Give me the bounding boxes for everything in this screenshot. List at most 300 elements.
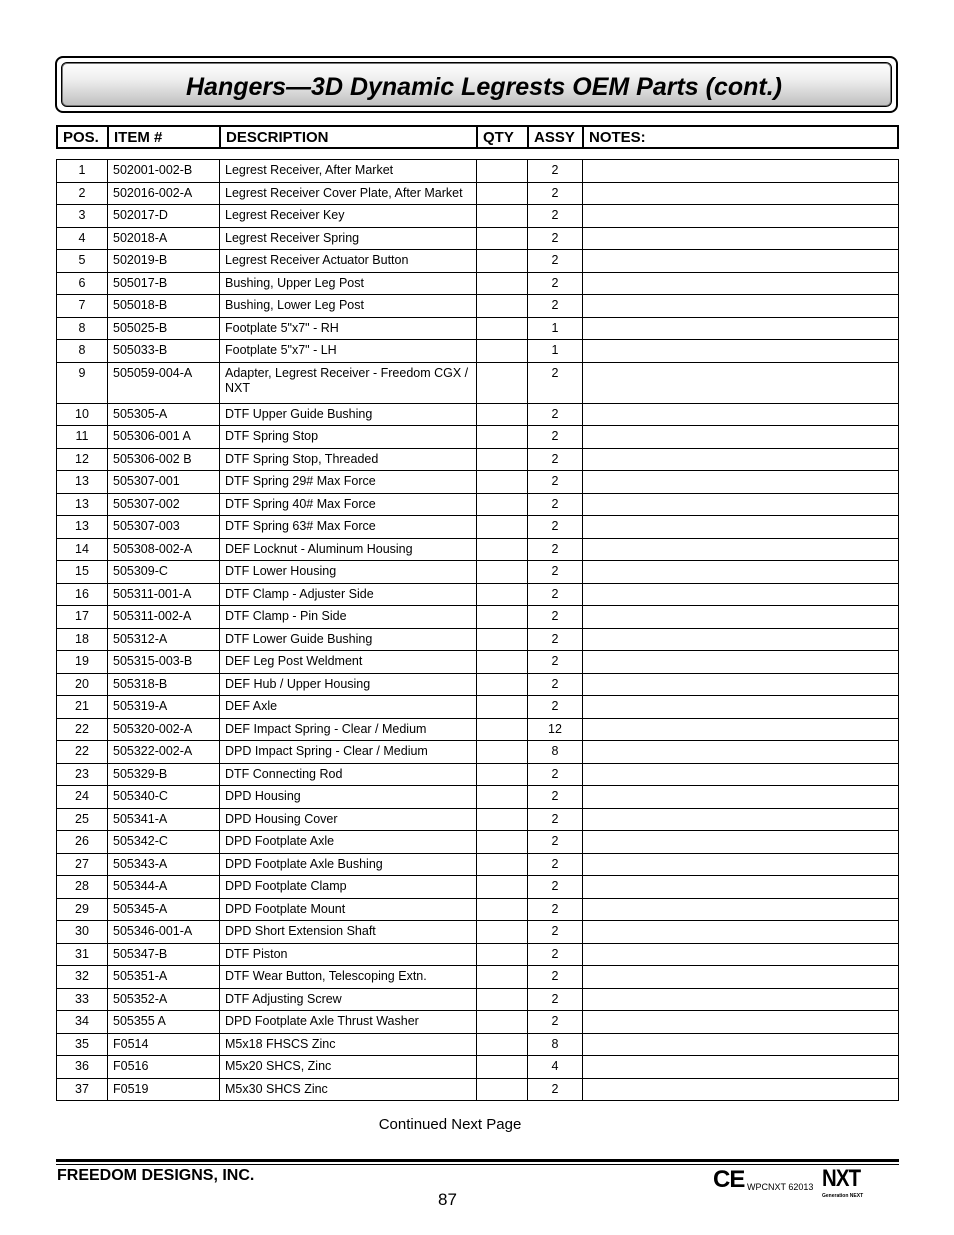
cell-item: 505312-A bbox=[108, 628, 220, 651]
table-row bbox=[57, 1056, 899, 1079]
cell-item: 505343-A bbox=[108, 853, 220, 876]
table-row bbox=[57, 673, 899, 696]
cell-item: F0516 bbox=[108, 1056, 220, 1079]
cell-notes bbox=[583, 966, 899, 989]
cell-assy: 2 bbox=[528, 471, 583, 494]
cell-pos: 37 bbox=[57, 1078, 108, 1101]
cell-qty bbox=[477, 538, 528, 561]
cell-assy: 2 bbox=[528, 561, 583, 584]
table-row bbox=[57, 272, 899, 295]
cell-notes bbox=[583, 673, 899, 696]
cell-notes bbox=[583, 808, 899, 831]
cell-pos: 19 bbox=[57, 651, 108, 674]
header-assy: ASSY bbox=[528, 126, 583, 148]
cell-pos: 8 bbox=[57, 340, 108, 363]
cell-description: DTF Clamp - Pin Side bbox=[220, 606, 477, 629]
cell-pos: 15 bbox=[57, 561, 108, 584]
cell-assy: 2 bbox=[528, 403, 583, 426]
cell-qty bbox=[477, 808, 528, 831]
cell-item: 505315-003-B bbox=[108, 651, 220, 674]
cell-qty bbox=[477, 763, 528, 786]
parts-table-header bbox=[56, 125, 899, 149]
header-pos: POS. bbox=[57, 126, 108, 148]
cell-assy: 4 bbox=[528, 1056, 583, 1079]
cell-description: DTF Spring 40# Max Force bbox=[220, 493, 477, 516]
cell-notes bbox=[583, 493, 899, 516]
table-row bbox=[57, 493, 899, 516]
cell-description: DPD Footplate Axle Thrust Washer bbox=[220, 1011, 477, 1034]
cell-assy: 2 bbox=[528, 966, 583, 989]
cell-pos: 8 bbox=[57, 317, 108, 340]
cell-pos: 22 bbox=[57, 718, 108, 741]
cell-item: 502001-002-B bbox=[108, 160, 220, 183]
cell-description: Bushing, Lower Leg Post bbox=[220, 295, 477, 318]
cell-notes bbox=[583, 250, 899, 273]
cell-qty bbox=[477, 493, 528, 516]
cell-pos: 26 bbox=[57, 831, 108, 854]
cell-description: Footplate 5"x7" - LH bbox=[220, 340, 477, 363]
cell-pos: 27 bbox=[57, 853, 108, 876]
cell-item: 505344-A bbox=[108, 876, 220, 899]
table-row bbox=[57, 1033, 899, 1056]
cell-notes bbox=[583, 628, 899, 651]
cell-description: M5x20 SHCS, Zinc bbox=[220, 1056, 477, 1079]
cell-pos: 21 bbox=[57, 696, 108, 719]
cell-item: 505018-B bbox=[108, 295, 220, 318]
page-number: 87 bbox=[438, 1190, 457, 1209]
cell-notes bbox=[583, 741, 899, 764]
cell-assy: 2 bbox=[528, 808, 583, 831]
cell-qty bbox=[477, 988, 528, 1011]
company-name: FREEDOM DESIGNS, INC. bbox=[57, 1167, 255, 1184]
cell-qty bbox=[477, 471, 528, 494]
cell-item: 505355 A bbox=[108, 1011, 220, 1034]
cell-pos: 16 bbox=[57, 583, 108, 606]
cell-description: DTF Lower Housing bbox=[220, 561, 477, 584]
cell-description: Legrest Receiver Key bbox=[220, 205, 477, 228]
cell-description: DTF Upper Guide Bushing bbox=[220, 403, 477, 426]
header-notes: NOTES: bbox=[583, 126, 898, 148]
table-row bbox=[57, 295, 899, 318]
cell-assy: 2 bbox=[528, 786, 583, 809]
cell-description: DPD Housing bbox=[220, 786, 477, 809]
cell-notes bbox=[583, 538, 899, 561]
table-row bbox=[57, 516, 899, 539]
cell-assy: 2 bbox=[528, 538, 583, 561]
cell-pos: 4 bbox=[57, 227, 108, 250]
cell-pos: 22 bbox=[57, 741, 108, 764]
ce-mark-logo: CE bbox=[713, 1166, 745, 1193]
cell-qty bbox=[477, 628, 528, 651]
cell-notes bbox=[583, 583, 899, 606]
cell-assy: 2 bbox=[528, 763, 583, 786]
cell-qty bbox=[477, 898, 528, 921]
cell-item: 502018-A bbox=[108, 227, 220, 250]
cell-pos: 14 bbox=[57, 538, 108, 561]
cell-description: Adapter, Legrest Receiver - Freedom CGX / NXT bbox=[220, 362, 477, 403]
cell-qty bbox=[477, 340, 528, 363]
cell-pos: 35 bbox=[57, 1033, 108, 1056]
cell-item: 505319-A bbox=[108, 696, 220, 719]
cell-item: 505307-001 bbox=[108, 471, 220, 494]
cell-qty bbox=[477, 1011, 528, 1034]
cell-description: Legrest Receiver Cover Plate, After Market bbox=[220, 182, 477, 205]
table-row bbox=[57, 853, 899, 876]
cell-assy: 2 bbox=[528, 921, 583, 944]
cell-assy: 12 bbox=[528, 718, 583, 741]
cell-description: Bushing, Upper Leg Post bbox=[220, 272, 477, 295]
cell-item: 505307-002 bbox=[108, 493, 220, 516]
cell-notes bbox=[583, 1078, 899, 1101]
cell-pos: 33 bbox=[57, 988, 108, 1011]
table-row bbox=[57, 205, 899, 228]
cell-item: 505342-C bbox=[108, 831, 220, 854]
cell-pos: 34 bbox=[57, 1011, 108, 1034]
cell-notes bbox=[583, 362, 899, 403]
cell-assy: 2 bbox=[528, 516, 583, 539]
table-row bbox=[57, 651, 899, 674]
table-row bbox=[57, 786, 899, 809]
cell-description: DEF Impact Spring - Clear / Medium bbox=[220, 718, 477, 741]
table-row bbox=[57, 763, 899, 786]
cell-assy: 2 bbox=[528, 160, 583, 183]
cell-qty bbox=[477, 182, 528, 205]
cell-notes bbox=[583, 205, 899, 228]
cell-description: DPD Short Extension Shaft bbox=[220, 921, 477, 944]
cell-item: 505307-003 bbox=[108, 516, 220, 539]
cell-assy: 8 bbox=[528, 1033, 583, 1056]
cell-description: Legrest Receiver, After Market bbox=[220, 160, 477, 183]
cell-pos: 31 bbox=[57, 943, 108, 966]
table-row bbox=[57, 1011, 899, 1034]
table-row bbox=[57, 448, 899, 471]
table-row bbox=[57, 362, 899, 403]
table-row bbox=[57, 317, 899, 340]
cell-notes bbox=[583, 876, 899, 899]
table-row bbox=[57, 403, 899, 426]
cell-assy: 2 bbox=[528, 1078, 583, 1101]
cell-assy: 2 bbox=[528, 831, 583, 854]
header-row bbox=[57, 126, 898, 148]
cell-description: DTF Spring Stop, Threaded bbox=[220, 448, 477, 471]
cell-qty bbox=[477, 741, 528, 764]
cell-notes bbox=[583, 831, 899, 854]
cell-notes bbox=[583, 606, 899, 629]
cell-qty bbox=[477, 786, 528, 809]
cell-description: DPD Housing Cover bbox=[220, 808, 477, 831]
cell-description: Legrest Receiver Spring bbox=[220, 227, 477, 250]
cell-description: DPD Footplate Clamp bbox=[220, 876, 477, 899]
cell-notes bbox=[583, 898, 899, 921]
cell-assy: 2 bbox=[528, 227, 583, 250]
cell-item: 505340-C bbox=[108, 786, 220, 809]
cell-qty bbox=[477, 1056, 528, 1079]
cell-pos: 3 bbox=[57, 205, 108, 228]
cell-pos: 11 bbox=[57, 426, 108, 449]
cell-item: 505059-004-A bbox=[108, 362, 220, 403]
cell-assy: 2 bbox=[528, 493, 583, 516]
cell-item: F0519 bbox=[108, 1078, 220, 1101]
cell-notes bbox=[583, 651, 899, 674]
cell-item: 505351-A bbox=[108, 966, 220, 989]
cell-notes bbox=[583, 182, 899, 205]
cell-assy: 2 bbox=[528, 628, 583, 651]
cell-pos: 30 bbox=[57, 921, 108, 944]
cell-notes bbox=[583, 426, 899, 449]
cell-item: 502019-B bbox=[108, 250, 220, 273]
cell-notes bbox=[583, 1033, 899, 1056]
cell-qty bbox=[477, 1033, 528, 1056]
cell-description: DEF Locknut - Aluminum Housing bbox=[220, 538, 477, 561]
cell-qty bbox=[477, 853, 528, 876]
cell-item: 505306-001 A bbox=[108, 426, 220, 449]
cell-description: DTF Wear Button, Telescoping Extn. bbox=[220, 966, 477, 989]
cell-description: DTF Spring 29# Max Force bbox=[220, 471, 477, 494]
cell-item: 505345-A bbox=[108, 898, 220, 921]
table-row bbox=[57, 538, 899, 561]
cell-notes bbox=[583, 1056, 899, 1079]
cell-assy: 2 bbox=[528, 272, 583, 295]
cell-pos: 29 bbox=[57, 898, 108, 921]
table-row bbox=[57, 250, 899, 273]
cell-description: DTF Spring Stop bbox=[220, 426, 477, 449]
cell-qty bbox=[477, 448, 528, 471]
cell-notes bbox=[583, 448, 899, 471]
cell-description: DTF Piston bbox=[220, 943, 477, 966]
title-banner-inner bbox=[61, 62, 892, 107]
cell-pos: 20 bbox=[57, 673, 108, 696]
table-row bbox=[57, 227, 899, 250]
table-row bbox=[57, 340, 899, 363]
table-row bbox=[57, 696, 899, 719]
cell-description: M5x30 SHCS Zinc bbox=[220, 1078, 477, 1101]
cell-description: DTF Clamp - Adjuster Side bbox=[220, 583, 477, 606]
cell-description: DTF Spring 63# Max Force bbox=[220, 516, 477, 539]
cell-assy: 2 bbox=[528, 696, 583, 719]
cell-pos: 10 bbox=[57, 403, 108, 426]
cell-qty bbox=[477, 205, 528, 228]
cell-qty bbox=[477, 561, 528, 584]
table-row bbox=[57, 561, 899, 584]
cell-notes bbox=[583, 227, 899, 250]
cell-item: 505305-A bbox=[108, 403, 220, 426]
cell-assy: 2 bbox=[528, 250, 583, 273]
cell-assy: 8 bbox=[528, 741, 583, 764]
cell-qty bbox=[477, 403, 528, 426]
table-row bbox=[57, 943, 899, 966]
cell-item: 505322-002-A bbox=[108, 741, 220, 764]
cell-pos: 13 bbox=[57, 471, 108, 494]
table-row bbox=[57, 182, 899, 205]
cell-description: DPD Footplate Axle bbox=[220, 831, 477, 854]
cell-assy: 2 bbox=[528, 448, 583, 471]
cell-pos: 5 bbox=[57, 250, 108, 273]
header-item: ITEM # bbox=[108, 126, 220, 148]
cell-notes bbox=[583, 718, 899, 741]
table-row bbox=[57, 921, 899, 944]
cell-qty bbox=[477, 160, 528, 183]
cell-assy: 2 bbox=[528, 205, 583, 228]
cell-pos: 18 bbox=[57, 628, 108, 651]
cell-description: DEF Leg Post Weldment bbox=[220, 651, 477, 674]
cell-assy: 1 bbox=[528, 340, 583, 363]
cell-item: 502017-D bbox=[108, 205, 220, 228]
cell-qty bbox=[477, 227, 528, 250]
cell-assy: 2 bbox=[528, 898, 583, 921]
cell-qty bbox=[477, 831, 528, 854]
cell-qty bbox=[477, 966, 528, 989]
parts-table-body bbox=[57, 160, 899, 1101]
cell-assy: 2 bbox=[528, 853, 583, 876]
cell-notes bbox=[583, 295, 899, 318]
cell-assy: 2 bbox=[528, 583, 583, 606]
table-row bbox=[57, 471, 899, 494]
cell-assy: 2 bbox=[528, 673, 583, 696]
cell-qty bbox=[477, 673, 528, 696]
cell-description: DEF Hub / Upper Housing bbox=[220, 673, 477, 696]
table-row bbox=[57, 831, 899, 854]
cell-item: 505320-002-A bbox=[108, 718, 220, 741]
cell-assy: 2 bbox=[528, 876, 583, 899]
table-row bbox=[57, 1078, 899, 1101]
cell-pos: 24 bbox=[57, 786, 108, 809]
header-description: DESCRIPTION bbox=[220, 126, 477, 148]
cell-pos: 7 bbox=[57, 295, 108, 318]
cell-item: 502016-002-A bbox=[108, 182, 220, 205]
cell-qty bbox=[477, 317, 528, 340]
table-row bbox=[57, 898, 899, 921]
table-row bbox=[57, 876, 899, 899]
cell-notes bbox=[583, 160, 899, 183]
cell-qty bbox=[477, 1078, 528, 1101]
cell-notes bbox=[583, 1011, 899, 1034]
cell-pos: 28 bbox=[57, 876, 108, 899]
cell-item: 505318-B bbox=[108, 673, 220, 696]
cell-description: DPD Footplate Axle Bushing bbox=[220, 853, 477, 876]
cell-pos: 9 bbox=[57, 362, 108, 403]
cell-pos: 17 bbox=[57, 606, 108, 629]
cell-qty bbox=[477, 718, 528, 741]
cell-description: DPD Impact Spring - Clear / Medium bbox=[220, 741, 477, 764]
cell-qty bbox=[477, 921, 528, 944]
table-row bbox=[57, 808, 899, 831]
parts-table bbox=[56, 159, 899, 1101]
cell-notes bbox=[583, 943, 899, 966]
cell-pos: 13 bbox=[57, 493, 108, 516]
cell-notes bbox=[583, 921, 899, 944]
cell-pos: 6 bbox=[57, 272, 108, 295]
cell-notes bbox=[583, 516, 899, 539]
cell-item: 505309-C bbox=[108, 561, 220, 584]
cell-item: 505352-A bbox=[108, 988, 220, 1011]
cell-description: M5x18 FHSCS Zinc bbox=[220, 1033, 477, 1056]
cell-qty bbox=[477, 362, 528, 403]
header-qty: QTY bbox=[477, 126, 528, 148]
footer-rule-thin bbox=[56, 1164, 899, 1165]
table-row bbox=[57, 628, 899, 651]
cell-assy: 2 bbox=[528, 1011, 583, 1034]
cell-pos: 13 bbox=[57, 516, 108, 539]
cell-description: DTF Connecting Rod bbox=[220, 763, 477, 786]
nxt-logo-subtext: Generation NEXT bbox=[822, 1193, 864, 1199]
cell-pos: 1 bbox=[57, 160, 108, 183]
nxt-logo: NXT bbox=[822, 1165, 861, 1192]
table-row bbox=[57, 741, 899, 764]
footer-rule-thick bbox=[56, 1159, 899, 1162]
cell-assy: 2 bbox=[528, 943, 583, 966]
cell-description: DTF Lower Guide Bushing bbox=[220, 628, 477, 651]
cell-notes bbox=[583, 471, 899, 494]
cell-pos: 25 bbox=[57, 808, 108, 831]
cell-assy: 2 bbox=[528, 988, 583, 1011]
cell-qty bbox=[477, 943, 528, 966]
cell-assy: 1 bbox=[528, 317, 583, 340]
cell-notes bbox=[583, 696, 899, 719]
table-row bbox=[57, 426, 899, 449]
cell-description: DTF Adjusting Screw bbox=[220, 988, 477, 1011]
cell-assy: 2 bbox=[528, 295, 583, 318]
cell-qty bbox=[477, 295, 528, 318]
cell-assy: 2 bbox=[528, 426, 583, 449]
cell-notes bbox=[583, 340, 899, 363]
cell-notes bbox=[583, 317, 899, 340]
title-banner bbox=[55, 56, 898, 113]
cell-description: DEF Axle bbox=[220, 696, 477, 719]
cell-item: 505025-B bbox=[108, 317, 220, 340]
cell-qty bbox=[477, 876, 528, 899]
cell-assy: 2 bbox=[528, 606, 583, 629]
cell-description: Footplate 5"x7" - RH bbox=[220, 317, 477, 340]
table-row bbox=[57, 160, 899, 183]
cell-qty bbox=[477, 516, 528, 539]
cell-item: 505311-001-A bbox=[108, 583, 220, 606]
cell-pos: 32 bbox=[57, 966, 108, 989]
table-row bbox=[57, 988, 899, 1011]
cell-notes bbox=[583, 988, 899, 1011]
cell-item: F0514 bbox=[108, 1033, 220, 1056]
cell-notes bbox=[583, 561, 899, 584]
cell-pos: 23 bbox=[57, 763, 108, 786]
cell-notes bbox=[583, 786, 899, 809]
cell-assy: 2 bbox=[528, 182, 583, 205]
cell-item: 505033-B bbox=[108, 340, 220, 363]
cell-assy: 2 bbox=[528, 651, 583, 674]
cell-item: 505346-001-A bbox=[108, 921, 220, 944]
cell-item: 505311-002-A bbox=[108, 606, 220, 629]
cell-item: 505017-B bbox=[108, 272, 220, 295]
cell-notes bbox=[583, 853, 899, 876]
document-id: WPCNXT 62013 bbox=[747, 1182, 814, 1192]
cell-qty bbox=[477, 250, 528, 273]
cell-item: 505308-002-A bbox=[108, 538, 220, 561]
cell-qty bbox=[477, 696, 528, 719]
cell-qty bbox=[477, 272, 528, 295]
cell-qty bbox=[477, 583, 528, 606]
cell-description: Legrest Receiver Actuator Button bbox=[220, 250, 477, 273]
table-row bbox=[57, 583, 899, 606]
table-row bbox=[57, 966, 899, 989]
cell-notes bbox=[583, 272, 899, 295]
cell-item: 505341-A bbox=[108, 808, 220, 831]
page-title: Hangers—3D Dynamic Legrests OEM Parts (cont.) bbox=[186, 73, 782, 101]
cell-notes bbox=[583, 763, 899, 786]
table-row bbox=[57, 606, 899, 629]
cell-qty bbox=[477, 651, 528, 674]
cell-pos: 12 bbox=[57, 448, 108, 471]
cell-qty bbox=[477, 606, 528, 629]
continued-note: Continued Next Page bbox=[378, 1116, 522, 1133]
cell-qty bbox=[477, 426, 528, 449]
